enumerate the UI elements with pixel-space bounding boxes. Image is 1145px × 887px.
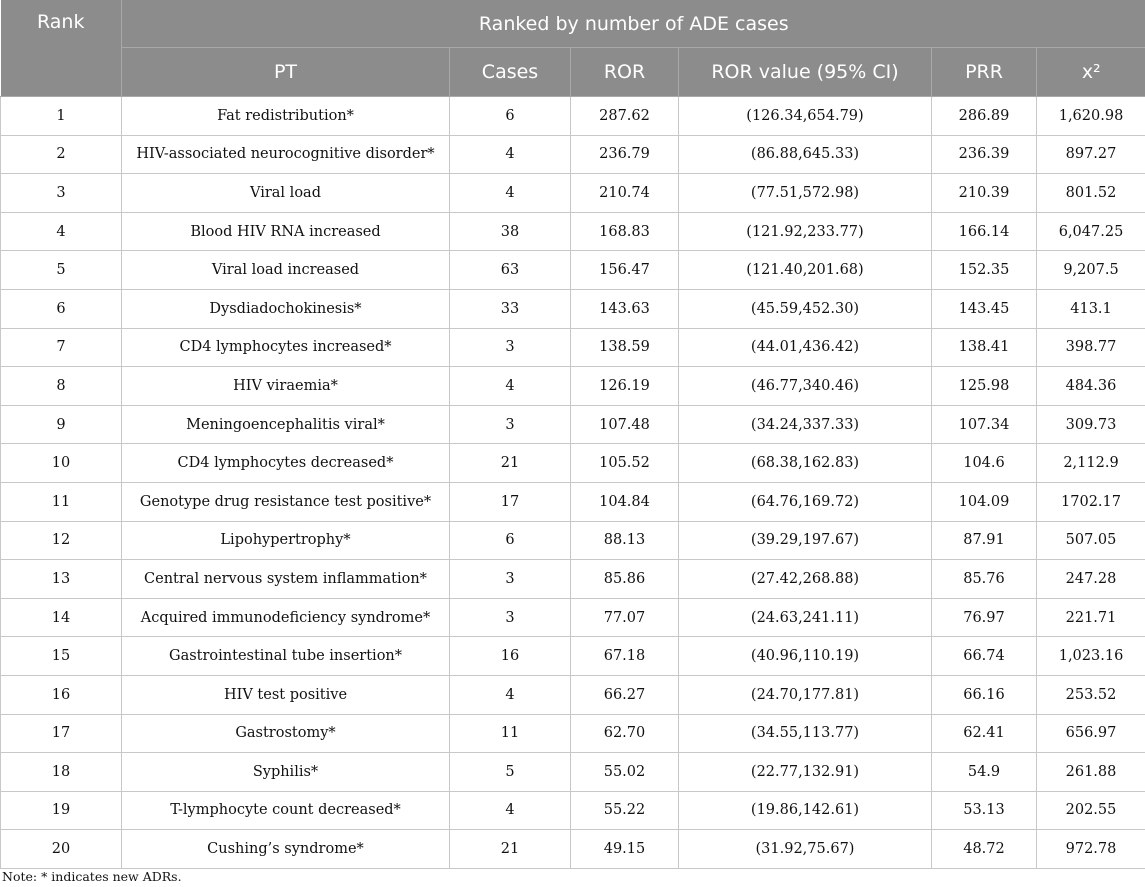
prr-cell: 125.98 (932, 367, 1037, 406)
rank-cell: 19 (1, 791, 122, 830)
ror-ci-cell: (121.92,233.77) (679, 212, 932, 251)
ror-ci-cell: (40.96,110.19) (679, 637, 932, 676)
table-row (1, 135, 1145, 174)
chi-square-cell: 801.52 (1037, 174, 1145, 213)
rank-cell: 5 (1, 251, 122, 290)
table-row (1, 675, 1145, 714)
pt-cell: Dysdiadochokinesis* (122, 289, 450, 328)
ror-cell: 156.47 (571, 251, 679, 290)
prr-cell: 138.41 (932, 328, 1037, 367)
prr-cell: 48.72 (932, 830, 1037, 869)
rank-cell: 12 (1, 521, 122, 560)
chi-square-cell: 1,620.98 (1037, 97, 1145, 136)
chi-square-cell: 261.88 (1037, 753, 1145, 792)
table-row (1, 521, 1145, 560)
rank-cell: 2 (1, 135, 122, 174)
pt-cell: Meningoencephalitis viral* (122, 405, 450, 444)
table-row (1, 289, 1145, 328)
chi-square-cell: 1702.17 (1037, 482, 1145, 521)
cases-cell: 4 (450, 135, 571, 174)
cases-cell: 4 (450, 675, 571, 714)
pt-cell: Fat redistribution* (122, 97, 450, 136)
ror-cell: 236.79 (571, 135, 679, 174)
table-row (1, 482, 1145, 521)
cases-cell: 4 (450, 367, 571, 406)
chi-square-cell: 221.71 (1037, 598, 1145, 637)
chi-square-cell: 253.52 (1037, 675, 1145, 714)
chi-square-cell: 202.55 (1037, 791, 1145, 830)
pt-cell: Viral load (122, 174, 450, 213)
ror-ci-cell: (45.59,452.30) (679, 289, 932, 328)
group-title-header: Ranked by number of ADE cases (122, 0, 1145, 48)
table-row (1, 444, 1145, 483)
ror-cell: 126.19 (571, 367, 679, 406)
ror-cell: 66.27 (571, 675, 679, 714)
ror-ci-cell: (22.77,132.91) (679, 753, 932, 792)
ror-ci-cell: (86.88,645.33) (679, 135, 932, 174)
table-note: Note: * indicates new ADRs. (2, 869, 182, 884)
ror-cell: 88.13 (571, 521, 679, 560)
prr-cell: 107.34 (932, 405, 1037, 444)
prr-cell: 104.09 (932, 482, 1037, 521)
prr-cell: 143.45 (932, 289, 1037, 328)
rank-cell: 3 (1, 174, 122, 213)
prr-cell: 85.76 (932, 560, 1037, 599)
rank-cell: 11 (1, 482, 122, 521)
pt-header: PT (122, 48, 450, 97)
ror-cell: 210.74 (571, 174, 679, 213)
table-row (1, 174, 1145, 213)
ror-ci-cell: (39.29,197.67) (679, 521, 932, 560)
prr-cell: 166.14 (932, 212, 1037, 251)
chi-square-cell: 897.27 (1037, 135, 1145, 174)
table-row (1, 791, 1145, 830)
table-row (1, 560, 1145, 599)
rank-cell: 17 (1, 714, 122, 753)
pt-cell: Lipohypertrophy* (122, 521, 450, 560)
table-row (1, 367, 1145, 406)
ror-cell: 287.62 (571, 97, 679, 136)
ror-cell: 168.83 (571, 212, 679, 251)
cases-cell: 33 (450, 289, 571, 328)
ror-ci-cell: (34.24,337.33) (679, 405, 932, 444)
cases-cell: 21 (450, 830, 571, 869)
chi-square-cell: 398.77 (1037, 328, 1145, 367)
chi-square-cell: 2,112.9 (1037, 444, 1145, 483)
chi-square-cell: 6,047.25 (1037, 212, 1145, 251)
ror-cell: 77.07 (571, 598, 679, 637)
chi-square-cell: 656.97 (1037, 714, 1145, 753)
pt-cell: Blood HIV RNA increased (122, 212, 450, 251)
pt-cell: Acquired immunodeficiency syndrome* (122, 598, 450, 637)
prr-cell: 104.6 (932, 444, 1037, 483)
rank-cell: 18 (1, 753, 122, 792)
ror-cell: 62.70 (571, 714, 679, 753)
cases-cell: 6 (450, 521, 571, 560)
chi-square-cell: 9,207.5 (1037, 251, 1145, 290)
ror-cell: 67.18 (571, 637, 679, 676)
rank-cell: 6 (1, 289, 122, 328)
chi-square-cell: 972.78 (1037, 830, 1145, 869)
cases-cell: 21 (450, 444, 571, 483)
cases-cell: 5 (450, 753, 571, 792)
pt-cell: HIV viraemia* (122, 367, 450, 406)
prr-cell: 152.35 (932, 251, 1037, 290)
cases-cell: 4 (450, 791, 571, 830)
pt-cell: Gastrostomy* (122, 714, 450, 753)
prr-cell: 62.41 (932, 714, 1037, 753)
rank-cell: 15 (1, 637, 122, 676)
prr-cell: 76.97 (932, 598, 1037, 637)
prr-cell: 236.39 (932, 135, 1037, 174)
header-row-columns (1, 48, 1145, 97)
cases-cell: 3 (450, 405, 571, 444)
ror-cell: 138.59 (571, 328, 679, 367)
rank-cell: 4 (1, 212, 122, 251)
table-row (1, 212, 1145, 251)
pt-cell: CD4 lymphocytes increased* (122, 328, 450, 367)
ror-header: ROR (571, 48, 679, 97)
rank-cell: 7 (1, 328, 122, 367)
table-row (1, 405, 1145, 444)
chi-square-cell: 413.1 (1037, 289, 1145, 328)
table-row (1, 251, 1145, 290)
chi-square-cell: 247.28 (1037, 560, 1145, 599)
cases-cell: 4 (450, 174, 571, 213)
pt-cell: Viral load increased (122, 251, 450, 290)
ror-cell: 55.02 (571, 753, 679, 792)
ror-cell: 85.86 (571, 560, 679, 599)
cases-cell: 3 (450, 560, 571, 599)
rank-cell: 9 (1, 405, 122, 444)
table-row (1, 753, 1145, 792)
ror-ci-cell: (64.76,169.72) (679, 482, 932, 521)
pt-cell: Gastrointestinal tube insertion* (122, 637, 450, 676)
ror-ci-cell: (27.42,268.88) (679, 560, 932, 599)
rank-cell: 16 (1, 675, 122, 714)
table-row (1, 714, 1145, 753)
ror-cell: 107.48 (571, 405, 679, 444)
ror-ci-cell: (77.51,572.98) (679, 174, 932, 213)
ror-ci-cell: (46.77,340.46) (679, 367, 932, 406)
rank-cell: 1 (1, 97, 122, 136)
table-body (1, 97, 1145, 869)
chi-square-cell: 1,023.16 (1037, 637, 1145, 676)
cases-cell: 11 (450, 714, 571, 753)
prr-cell: 66.16 (932, 675, 1037, 714)
prr-cell: 87.91 (932, 521, 1037, 560)
ror-ci-cell: (34.55,113.77) (679, 714, 932, 753)
ror-ci-cell: (31.92,75.67) (679, 830, 932, 869)
cases-cell: 6 (450, 97, 571, 136)
table-row (1, 328, 1145, 367)
ror-ci-cell: (68.38,162.83) (679, 444, 932, 483)
prr-cell: 286.89 (932, 97, 1037, 136)
rank-cell: 8 (1, 367, 122, 406)
table-row (1, 830, 1145, 869)
ror-cell: 105.52 (571, 444, 679, 483)
ror-ci-cell: (24.70,177.81) (679, 675, 932, 714)
rank-cell: 20 (1, 830, 122, 869)
prr-cell: 210.39 (932, 174, 1037, 213)
pt-cell: Cushing’s syndrome* (122, 830, 450, 869)
prr-cell: 53.13 (932, 791, 1037, 830)
ror-ci-cell: (19.86,142.61) (679, 791, 932, 830)
pt-cell: T-lymphocyte count decreased* (122, 791, 450, 830)
cases-cell: 63 (450, 251, 571, 290)
ror-ci-cell: (44.01,436.42) (679, 328, 932, 367)
pt-cell: HIV-associated neurocognitive disorder* (122, 135, 450, 174)
cases-cell: 3 (450, 328, 571, 367)
cases-cell: 3 (450, 598, 571, 637)
prr-header: PRR (932, 48, 1037, 97)
pt-cell: Syphilis* (122, 753, 450, 792)
cases-cell: 17 (450, 482, 571, 521)
ror-cell: 49.15 (571, 830, 679, 869)
rank-cell: 10 (1, 444, 122, 483)
table-row (1, 637, 1145, 676)
chi-square-cell: 507.05 (1037, 521, 1145, 560)
chi-square-cell: 309.73 (1037, 405, 1145, 444)
cases-cell: 38 (450, 212, 571, 251)
header-row-top (1, 0, 1145, 48)
ror-ci-header: ROR value (95% CI) (679, 48, 932, 97)
ror-ci-cell: (121.40,201.68) (679, 251, 932, 290)
pt-cell: Central nervous system inflammation* (122, 560, 450, 599)
pt-cell: HIV test positive (122, 675, 450, 714)
ror-cell: 143.63 (571, 289, 679, 328)
table-row (1, 598, 1145, 637)
cases-cell: 16 (450, 637, 571, 676)
ror-cell: 55.22 (571, 791, 679, 830)
rank-cell: 13 (1, 560, 122, 599)
prr-cell: 66.74 (932, 637, 1037, 676)
pt-cell: CD4 lymphocytes decreased* (122, 444, 450, 483)
rank-header: Rank (1, 0, 122, 97)
cases-header: Cases (450, 48, 571, 97)
ror-ci-cell: (24.63,241.11) (679, 598, 932, 637)
ror-ci-cell: (126.34,654.79) (679, 97, 932, 136)
ror-cell: 104.84 (571, 482, 679, 521)
chi-square-header: x² (1037, 48, 1145, 97)
pt-cell: Genotype drug resistance test positive* (122, 482, 450, 521)
table-row (1, 97, 1145, 136)
chi-square-cell: 484.36 (1037, 367, 1145, 406)
rank-cell: 14 (1, 598, 122, 637)
prr-cell: 54.9 (932, 753, 1037, 792)
